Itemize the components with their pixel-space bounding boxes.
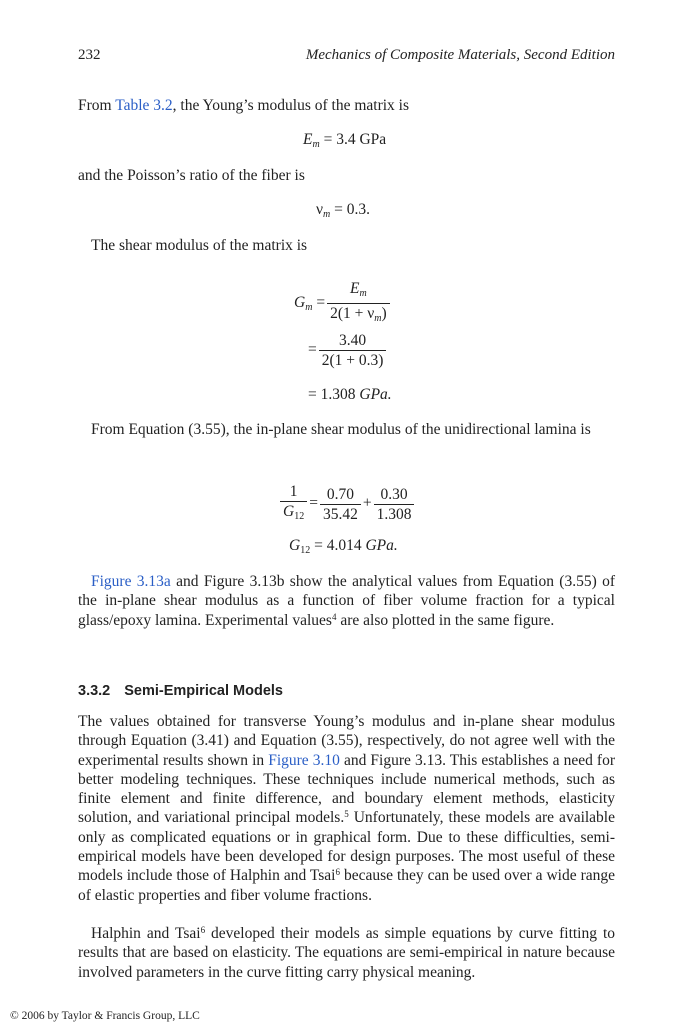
paragraph-poisson: and the Poisson’s ratio of the fiber is	[78, 167, 305, 184]
paragraph-semi-empirical: The values obtained for transverse Young’s modulus and in-plane shear modulus through Equation (3.41) and Equation (3.55), respectively, do not agree well with the experimental results shown in Figure 3.10 and Figure 3.13. This establishes a need for better modeling techniques. These techniques include numerical methods, such as finite element and finite difference, and boundary element methods, elasticity solution, and variational principal models.$^5$ Unfortunately, these models are available only as complicated equations or in graphical form. Due to these difficulties, semi-empirical models have been developed for design purposes. The most useful of these models include those of Halphin and Tsai$^6$ because they can be used over a wide range of elastic properties and fiber volume fractions.	[78, 713, 615, 904]
equation-g12-line1: $\frac{1}{G_{12}}$ = $\frac{0.70}{35.42}$ + $\frac{0.30}{1.308}$	[278, 482, 416, 526]
figure-3-13a-link[interactable]: Figure 3.13a	[91, 573, 171, 590]
equation-gm-result: = 1.308 GPa.	[308, 386, 392, 403]
copyright-footer: © 2006 by Taylor & Francis Group, LLC	[10, 1010, 200, 1022]
paragraph-inplane-shear: From Equation (3.55), the in-plane shear modulus of the unidirectional lamina is	[91, 421, 591, 438]
section-heading: 3.3.2 Semi-Empirical Models	[78, 683, 283, 699]
paragraph-figure-3-13: Figure 3.13a and Figure 3.13b show the analytical values from Equation (3.55) of the in-plane shear modulus as a function of fiber volume fraction for a typical glass/epoxy lamina. Experimental values$^4$ are also plotted in the same figure.	[78, 573, 615, 629]
running-title: Mechanics of Composite Materials, Second Edition	[305, 47, 615, 63]
equation-gm-line1: $G_m$ = $\frac{E_m}{2(1 + \nu_m)}$	[294, 279, 392, 328]
equation-em: $E_m = 3.4$ GPa	[303, 131, 387, 150]
figure-3-10-link[interactable]: Figure 3.10	[268, 751, 340, 769]
equation-gm-line2: = $\frac{3.40}{2(1 + 0.3)}$	[308, 331, 388, 370]
page-number: 232	[78, 47, 101, 63]
page-header	[78, 47, 615, 67]
equation-g12-result: $G_{12} = 4.014$ GPa.	[289, 537, 398, 556]
equation-nu-m: $\nu_m = 0.3$.	[316, 201, 370, 220]
paragraph-halphin-tsai: Halphin and Tsai$^6$ developed their models as simple equations by curve fitting to results that are based on elasticity. The equations are semi-empirical in nature because involved parameters in the curve fitting carry physical meaning.	[78, 925, 616, 981]
paragraph-shear-matrix: The shear modulus of the matrix is	[91, 237, 308, 254]
table-3-2-link[interactable]: Table 3.2	[115, 97, 173, 114]
paragraph-young-modulus: From Table 3.2, the Young’s modulus of the matrix is	[78, 97, 410, 114]
